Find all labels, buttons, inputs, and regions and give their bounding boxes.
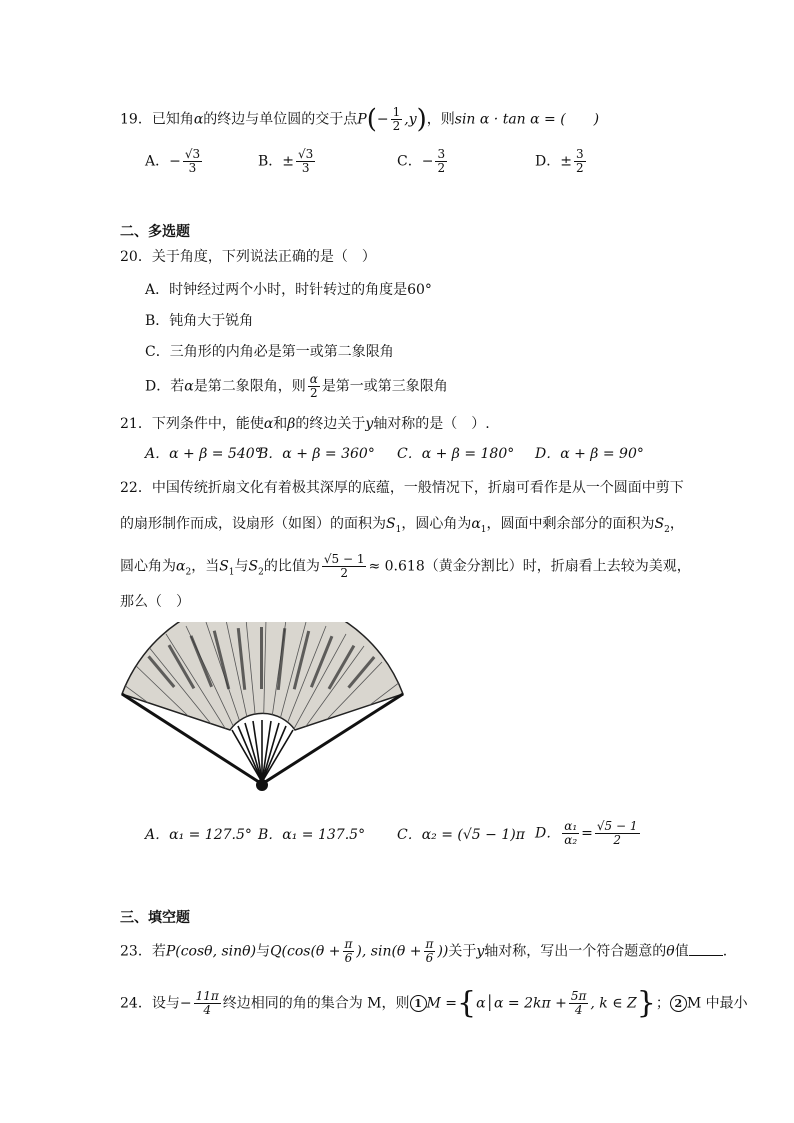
fraction: $\frac{1}{2}$ — [392, 105, 401, 133]
circled-number-2: 2 — [670, 995, 687, 1012]
q22-option-c: C．α₂ = (√5 − 1)π — [397, 827, 525, 843]
q22-option-a: A．α₁ = 127.5° — [145, 827, 252, 843]
q21-option-d: D．α + β = 90° — [535, 446, 644, 462]
folding-fan-figure — [120, 622, 405, 797]
q20-option-b: B．钝角大于锐角 — [145, 313, 254, 329]
answer-blank[interactable] — [689, 941, 723, 956]
q20-option-a: A．时钟经过两个小时，时针转过的角度是60° — [145, 282, 432, 298]
q23-stem: 23．若P(cosθ, sinθ)与Q(cos(θ + $\frac{\pi}{6}$ ), sin(θ + $\frac{\pi}{6}$ ))关于y轴对称，写出一个符合题意的θ值 . — [120, 937, 728, 965]
circled-number-1: 1 — [410, 995, 427, 1012]
q19-option-c: C．− $\frac{3}{2}$ — [397, 147, 446, 175]
q19-option-d: D．± $\frac{3}{2}$ — [535, 147, 584, 175]
q20-stem: 20．关于角度，下列说法正确的是（ ） — [120, 249, 376, 265]
q21-option-b: B．α + β = 360° — [258, 446, 375, 462]
section-title-fill-in: 三、填空题 — [120, 910, 190, 926]
q19-option-b: B．± $\frac{√3}{3}$ — [258, 147, 314, 175]
q21-stem: 21．下列条件中，能使α和β的终边关于y轴对称的是（ ）. — [120, 416, 490, 432]
q21-option-c: C．α + β = 180° — [397, 446, 515, 462]
q20-option-d: D．若α是第二象限角，则 $\frac{\alpha}{2}$ 是第一或第三象限角 — [145, 372, 448, 400]
section-title-multiple-choice: 二、多选题 — [120, 224, 190, 240]
q22-option-d: D． $\frac{\text{α₁}}{\text{α₂}}$ = $\frac{√5 - 1}{2}$ — [535, 819, 638, 847]
q22-option-b: B．α₁ = 137.5° — [258, 827, 366, 843]
q22-line-2: 的扇形制作而成，设扇形（如图）的面积为$S_1$，圆心角为$\alpha_1$，圆面中剩余部分的面积为$S_2$， — [120, 516, 684, 535]
q22-line-4: 那么（ ） — [120, 594, 190, 610]
q20-option-c: C．三角形的内角必是第一或第二象限角 — [145, 344, 394, 360]
q19-option-a: A．− $\frac{√3}{3}$ — [145, 147, 201, 175]
q22-line-1: 22．中国传统折扇文化有着极其深厚的底蕴，一般情况下，折扇可看作是从一个圆面中剪下 — [120, 480, 684, 496]
q24-stem: 24．设与− $\frac{11\pi}{4}$ 终边相同的角的集合为 M，则 1 M ={α│α = 2kπ + $\frac{5\pi}{4}$ , k ∈ Z}； 2 M 中最小 — [120, 985, 748, 1021]
q22-line-3: 圆心角为$\alpha_2$，当$S_1$与$S_2$的比值为 $\frac{√5 - 1}{2}$ ≈ 0.618（黄金分割比）时，折扇看上去较为美观， — [120, 552, 691, 580]
q21-option-a: A．α + β = 540° — [145, 446, 262, 462]
q19-stem: 19．已知角α的终边与单位圆的交于点P(− $\frac{1}{2}$ ,y)，则sin α · tan α = ( ) — [120, 104, 600, 135]
